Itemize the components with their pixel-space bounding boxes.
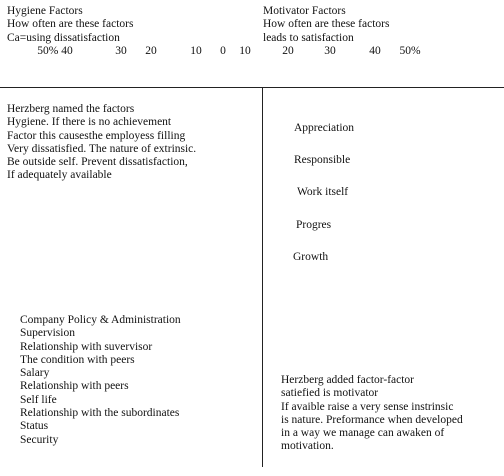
scale-label: 50% 40 <box>37 45 73 57</box>
hygiene-header-title: Hygiene Factors <box>7 5 83 17</box>
motivator-description-line: satiefied is motivator <box>281 387 379 400</box>
hygiene-factor-item: Security <box>20 433 59 446</box>
hygiene-factor-item: Company Policy & Administration <box>20 314 181 326</box>
hygiene-factor-item: Supervision <box>20 327 75 340</box>
hygiene-description-line: Very dissatisfied. The nature of extrinsic. <box>7 142 197 155</box>
hygiene-header-subtitle: Ca=using dissatisfaction <box>7 31 120 44</box>
scale-label: 30 <box>115 45 127 57</box>
horizontal-divider <box>0 87 504 88</box>
scale-label: 20 <box>145 45 157 57</box>
motivator-item: Work itself <box>297 186 349 198</box>
scale-label: 50% <box>399 45 421 57</box>
motivator-item: Responsible <box>294 154 351 166</box>
motivator-description-line: in a way we manage can awaken of <box>281 427 445 440</box>
hygiene-header-question: How often are these factors <box>7 18 134 31</box>
hygiene-description-line: Herzberg named the factors <box>7 103 135 115</box>
motivator-item: Appreciation <box>294 122 355 134</box>
hygiene-factor-item: Relationship with peers <box>20 380 129 393</box>
motivator-description-line: If avaible raise a very sense instrinsic <box>281 400 454 413</box>
motivator-header-title: Motivator Factors <box>263 5 346 17</box>
scale-label: 20 <box>282 45 294 57</box>
hygiene-description-line: If adequately available <box>7 169 112 182</box>
hygiene-factor-item: Relationship with suvervisor <box>20 340 153 353</box>
motivator-item: Progres <box>296 219 332 231</box>
motivator-item: Growth <box>293 251 329 263</box>
vertical-divider <box>262 87 263 467</box>
motivator-description-line: Herzberg added factor-factor <box>281 374 415 386</box>
hygiene-description <box>7 103 196 183</box>
hygiene-description-line: Be outside self. Prevent dissatisfaction, <box>7 156 188 169</box>
scale-label: 30 <box>324 45 336 57</box>
scale-label: 10 <box>190 45 202 57</box>
motivator-description <box>281 374 463 454</box>
scale-label: 40 <box>369 45 381 57</box>
scale-label: 0 <box>220 45 226 57</box>
motivator-header <box>263 5 389 45</box>
motivator-header-question: How often are these factors <box>263 18 390 31</box>
hygiene-factor-item: Salary <box>20 367 50 380</box>
motivator-description-line: motivation. <box>281 440 334 453</box>
hygiene-factor-item: Status <box>20 420 49 433</box>
motivator-description-line: is nature. Preformance when developed <box>281 413 463 426</box>
hygiene-factor-item: The condition with peers <box>20 353 135 366</box>
hygiene-factor-item: Relationship with the subordinates <box>20 407 180 420</box>
hygiene-factor-item: Self life <box>20 393 57 406</box>
scale-label: 10 <box>239 45 251 57</box>
motivator-header-subtitle: leads to satisfaction <box>263 31 354 44</box>
hygiene-description-line: Factor this causesthe employess filling <box>7 129 186 142</box>
hygiene-description-line: Hygiene. If there is no achievement <box>7 116 172 129</box>
hygiene-factor-list <box>20 314 181 447</box>
hygiene-header <box>7 5 133 45</box>
